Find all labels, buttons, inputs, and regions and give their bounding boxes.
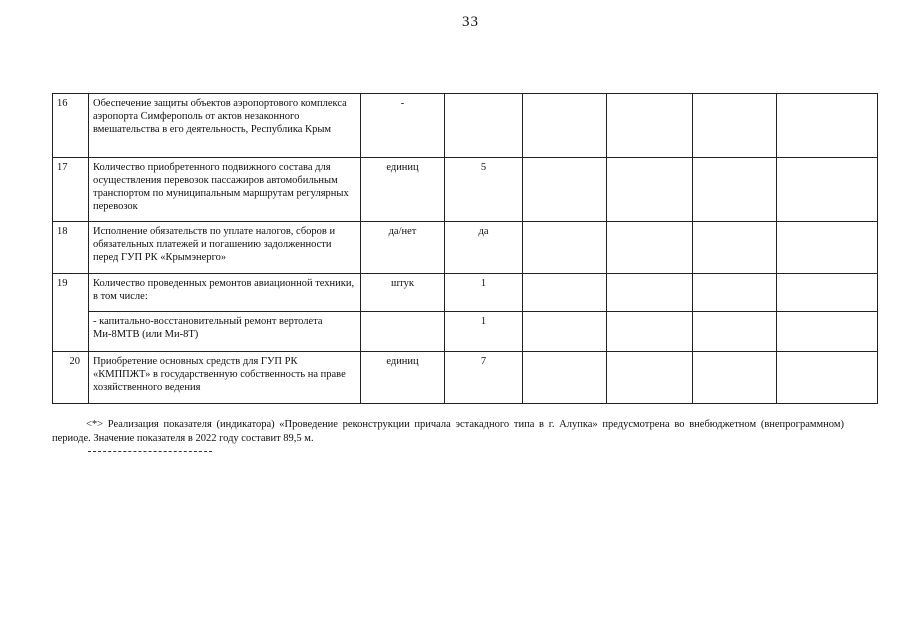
empty-cell: [523, 158, 607, 222]
row-number: 20: [53, 352, 89, 404]
table-row: [53, 352, 878, 404]
empty-cell: [607, 158, 693, 222]
table-row: [53, 158, 878, 222]
row-number: 17: [53, 158, 89, 222]
empty-cell: [523, 94, 607, 158]
empty-cell: [777, 274, 878, 312]
indicator-unit: единиц: [361, 352, 445, 404]
empty-cell: [777, 222, 878, 274]
indicator-name: Приобретение основных средств для ГУП РК «КМППЖТ» в государственную собственность на праве хозяйственного ведения: [89, 352, 361, 404]
footnote-separator-line: [88, 451, 212, 452]
indicator-name: Количество проведенных ремонтов авиационной техники, в том числе:: [89, 274, 361, 312]
empty-cell: [693, 312, 777, 352]
indicator-unit: -: [361, 94, 445, 158]
indicator-value: [445, 94, 523, 158]
empty-cell: [607, 222, 693, 274]
empty-cell: [607, 94, 693, 158]
page-number: 33: [462, 14, 479, 30]
empty-cell: [693, 158, 777, 222]
empty-cell: [523, 222, 607, 274]
row-number: 18: [53, 222, 89, 274]
table-row: [53, 274, 878, 312]
indicator-unit: единиц: [361, 158, 445, 222]
empty-cell: [777, 352, 878, 404]
indicator-value: да: [445, 222, 523, 274]
indicator-name: - капитально-восстановительный ремонт вертолета Ми-8МТВ (или Ми-8Т): [89, 312, 361, 352]
empty-cell: [523, 312, 607, 352]
indicator-value: 5: [445, 158, 523, 222]
indicator-name: Количество приобретенного подвижного состава для осуществления перевозок пассажиров автомобильным транспортом по муниципальным маршрутам регулярных перевозок: [89, 158, 361, 222]
table-row: [53, 222, 878, 274]
indicator-value: 7: [445, 352, 523, 404]
empty-cell: [523, 274, 607, 312]
indicator-unit: да/нет: [361, 222, 445, 274]
empty-cell: [693, 352, 777, 404]
empty-cell: [777, 94, 878, 158]
empty-cell: [607, 312, 693, 352]
indicator-name: Исполнение обязательств по уплате налогов, сборов и обязательных платежей и погашению задолженности перед ГУП РК «Крымэнерго»: [89, 222, 361, 274]
empty-cell: [693, 94, 777, 158]
indicator-name: Обеспечение защиты объектов аэропортового комплекса аэропорта Симферополь от актов незаконного вмешательства в его деятельность, Республика Крым: [89, 94, 361, 158]
indicators-table: [52, 93, 878, 404]
indicator-value: 1: [445, 312, 523, 352]
row-number: 16: [53, 94, 89, 158]
indicator-unit: [361, 312, 445, 352]
row-number: 19: [53, 274, 89, 352]
empty-cell: [607, 274, 693, 312]
empty-cell: [523, 352, 607, 404]
empty-cell: [607, 352, 693, 404]
indicator-unit: штук: [361, 274, 445, 312]
footnote: <*> Реализация показателя (индикатора) «Проведение реконструкции причала эстакадного типа в г. Алупка» предусмотрена во внебюджетном (внепрограммном) периоде. Значение показателя в 2022 году составит 89,5 м.: [52, 419, 844, 444]
table-row: [53, 94, 878, 158]
table-row: [53, 312, 878, 352]
indicator-value: 1: [445, 274, 523, 312]
empty-cell: [777, 312, 878, 352]
empty-cell: [777, 158, 878, 222]
empty-cell: [693, 274, 777, 312]
empty-cell: [693, 222, 777, 274]
